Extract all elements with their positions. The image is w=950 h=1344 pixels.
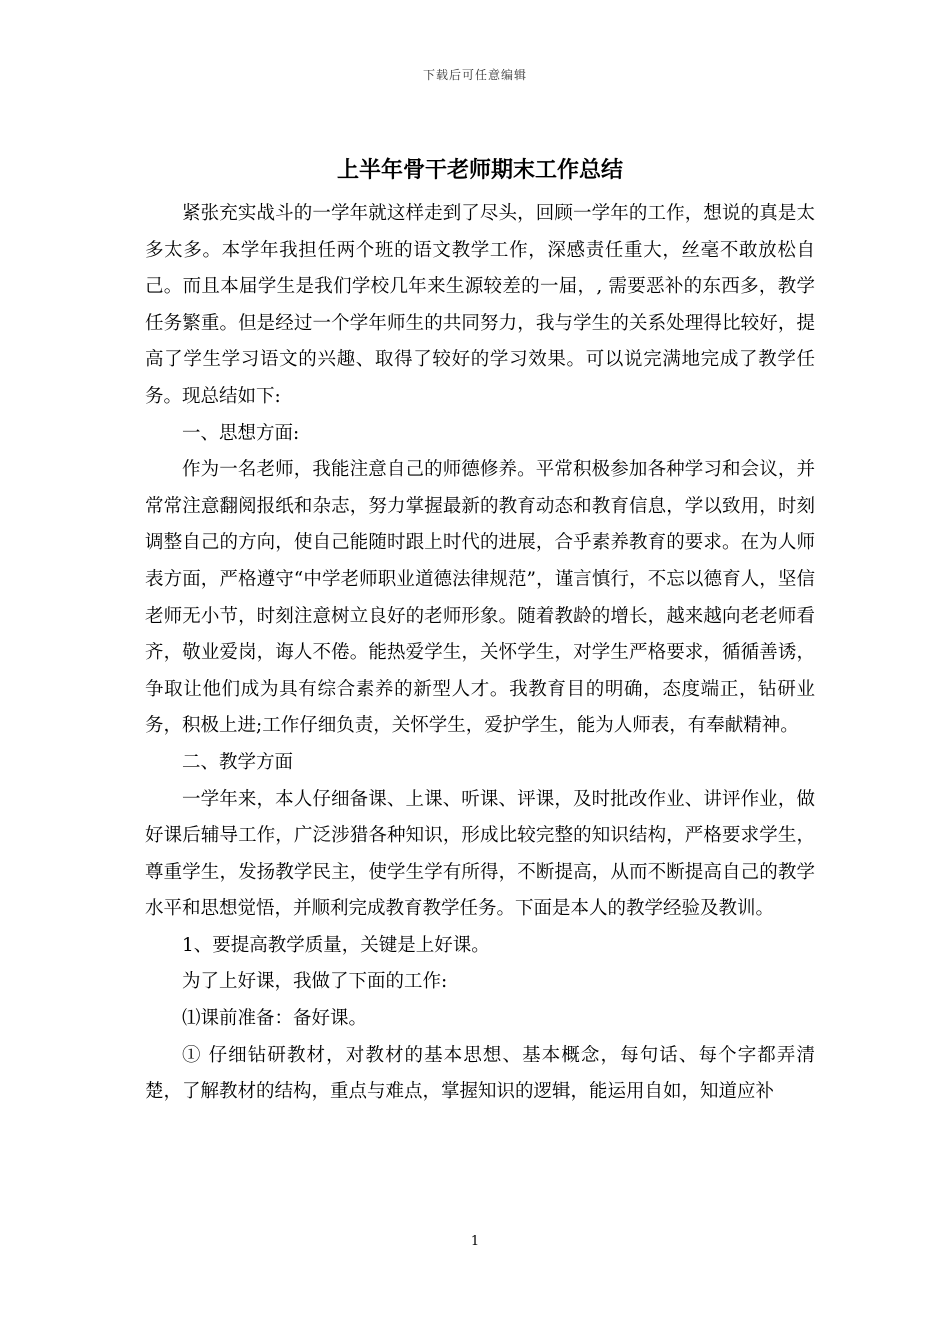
- paragraph-textbook-study: ① 仔细钻研教材，对教材的基本思想、基本概念，每句话、每个字都弄清楚，了解教材的结构，重点与难点，掌握知识的逻辑，能运用自如，知道应补: [145, 1044, 815, 1103]
- subheading-quality: 1、要提高教学质量，关键是上好课。: [182, 934, 490, 956]
- paragraph-intro: 紧张充实战斗的一学年就这样走到了尽头，回顾一学年的工作，想说的真是太多太多。本学年我担任两个班的语文教学工作，深感责任重大，丝毫不敢放松自己。而且本届学生是我们学校几年来生源较差的一届，, 需要恶补的东西多，教学任务繁重。但是经过一个学年师生的共同努力，我与学生的关系处理得比较好，提高了学生学习语文的兴趣、取得了较好的学习效果。可以说完满地完成了教学任务。现总结如下:: [145, 203, 815, 407]
- header-note: 下载后可任意编辑: [422, 68, 527, 82]
- subheading-preparation: ⑴课前准备：备好课。: [182, 1008, 368, 1030]
- paragraph-thought: 作为一名老师，我能注意自己的师德修养。平常积极参加各种学习和会议，并常常注意翻阅报纸和杂志，努力掌握最新的教育动态和教育信息，学以致用，时刻调整自己的方向，使自己能随时跟上时代的进展，合乎素养教育的要求。在为人师表方面，严格遵守“中学老师职业道德法律规范”，谨言慎行，不忘以德育人，坚信老师无小节，时刻注意树立良好的老师形象。随着教龄的增长，越来越向老老师看齐，敬业爱岗，诲人不倦。能热爱学生，关怀学生，对学生严格要求，循循善诱，争取让他们成为具有综合素养的新型人才。我教育目的明确，态度端正，钻研业务，积极上进;工作仔细负责，关怀学生，爱护学生，能为人师表，有奉献精神。: [145, 459, 815, 737]
- document-body: [145, 152, 815, 1111]
- section-heading-teaching: 二、教学方面: [182, 751, 294, 773]
- paragraph-work-intro: 为了上好课，我做了下面的工作:: [182, 971, 448, 993]
- document-title: 上半年骨干老师期末工作总结: [336, 158, 623, 183]
- paragraph-teaching: 一学年来，本人仔细备课、上课、听课、评课，及时批改作业、讲评作业，做好课后辅导工作，广泛涉猎各种知识，形成比较完整的知识结构，严格要求学生，尊重学生，发扬教学民主，使学生学有所得，不断提高，从而不断提高自己的教学水平和思想觉悟，并顺利完成教育教学任务。下面是本人的教学经验及教训。: [145, 788, 815, 920]
- section-heading-thought: 一、思想方面:: [182, 422, 300, 444]
- page-number: 1: [470, 1234, 480, 1249]
